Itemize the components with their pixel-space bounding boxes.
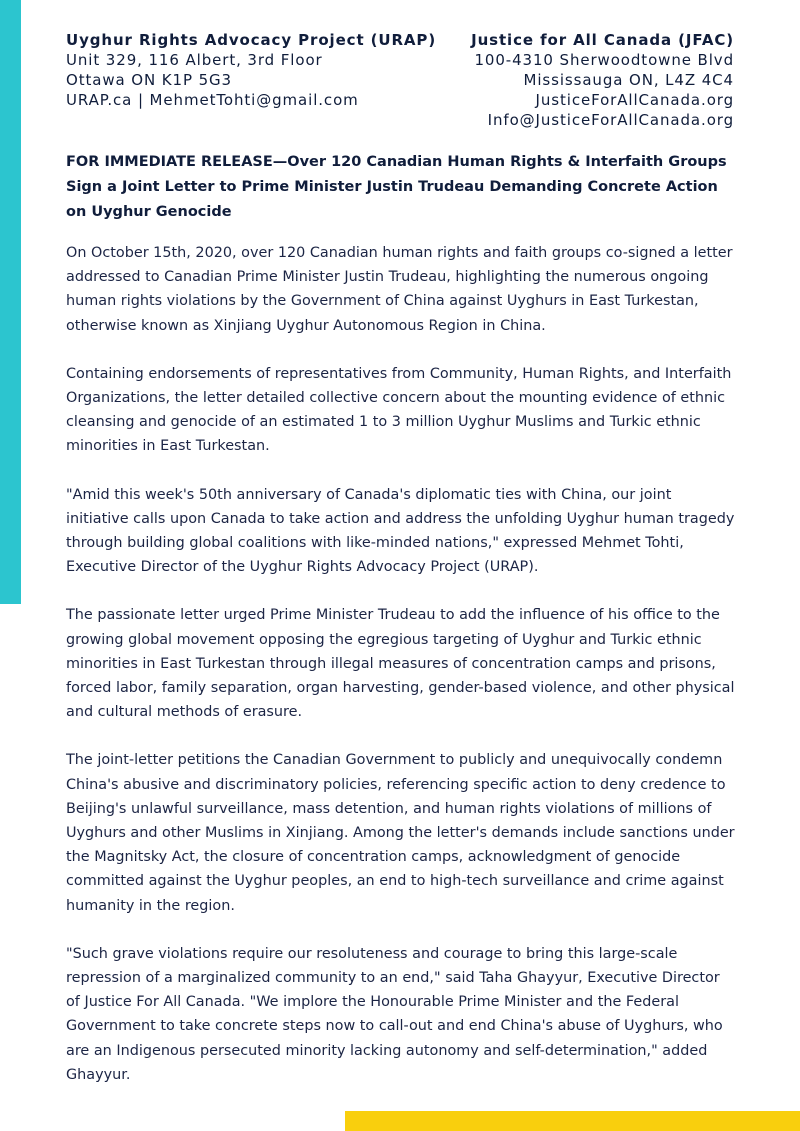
body-paragraph: Containing endorsements of representatives from Community, Human Rights, and Interfaith Organizations, the letter detailed collective concern about the mounting evidence of ethnic cleansing and genocide of an estimated 1 to 3 million Uyghur Muslims and Turkic ethnic minorities in East Turkestan. [66,365,732,455]
jfac-website: JusticeForAllCanada.org [535,91,734,109]
urap-contact: URAP.ca | MehmetTohti@gmail.com [66,91,359,109]
body-paragraph: "Amid this week's 50th anniversary of Canada's diplomatic ties with China, our joint initiative calls upon Canada to take action and address the unfolding Uyghur human tragedy through building global coalitions with like-minded nations," expressed Mehmet Tohti, Executive Director of the Uyghur Rights Advocacy Project (URAP). [66,486,735,576]
bottom-accent-bar [345,1111,800,1131]
press-release-body [66,241,738,1111]
urap-address-line2: Ottawa ON K1P 5G3 [66,71,232,89]
jfac-address-line2: Mississauga ON, L4Z 4C4 [523,71,734,89]
jfac-org-name: Justice for All Canada (JFAC) [471,31,734,49]
jfac-address-line1: 100-4310 Sherwoodtowne Blvd [474,51,734,69]
jfac-email: Info@JusticeForAllCanada.org [487,111,734,129]
press-release-headline: FOR IMMEDIATE RELEASE—Over 120 Canadian Human Rights & Interfaith Groups Sign a Joint Letter to Prime Minister Justin Trudeau Demanding Concrete Action on Uyghur Genocide [66,154,727,220]
body-paragraph: "Such grave violations require our resoluteness and courage to bring this large-scale repression of a marginalized community to an end," said Taha Ghayyur, Executive Director of Justice For All Canada. "We implore the Honourable Prime Minister and the Federal Government to take concrete steps now to call-out and end China's abuse of Uyghurs, who are an Indigenous persecuted minority lacking autonomy and self-determination," added Ghayyur. [66,945,723,1083]
urap-org-name: Uyghur Rights Advocacy Project (URAP) [66,31,437,49]
body-paragraph: The joint-letter petitions the Canadian Government to publicly and unequivocally condemn China's abusive and discriminatory policies, referencing specific action to deny credence to Beijing's unlawful surveillance, mass detention, and human rights violations of millions of Uyghurs and other Muslims in Xinjiang. Among the letter's demands include sanctions under the Magnitsky Act, the closure of concentration camps, acknowledgment of genocide committed against the Uyghur peoples, an end to high-tech surveillance and crime against humanity in the region. [66,752,735,914]
body-paragraph: The passionate letter urged Prime Minister Trudeau to add the influence of his office to the growing global movement opposing the egregious targeting of Uyghur and Turkic ethnic minorities in East Turkestan through illegal measures of concentration camps and prisons, forced labor, family separation, organ harvesting, gender-based violence, and other physical and cultural methods of erasure. [66,607,735,721]
body-paragraph: On October 15th, 2020, over 120 Canadian human rights and faith groups co-signed a letter addressed to Canadian Prime Minister Justin Trudeau, highlighting the numerous ongoing human rights violations by the Government of China against Uyghurs in East Turkestan, otherwise known as Xinjiang Uyghur Autonomous Region in China. [66,245,733,334]
letterhead-jfac [471,30,734,130]
left-accent-bar [0,0,21,604]
urap-address-line1: Unit 329, 116 Albert, 3rd Floor [66,51,323,69]
letterhead-urap [66,30,436,110]
